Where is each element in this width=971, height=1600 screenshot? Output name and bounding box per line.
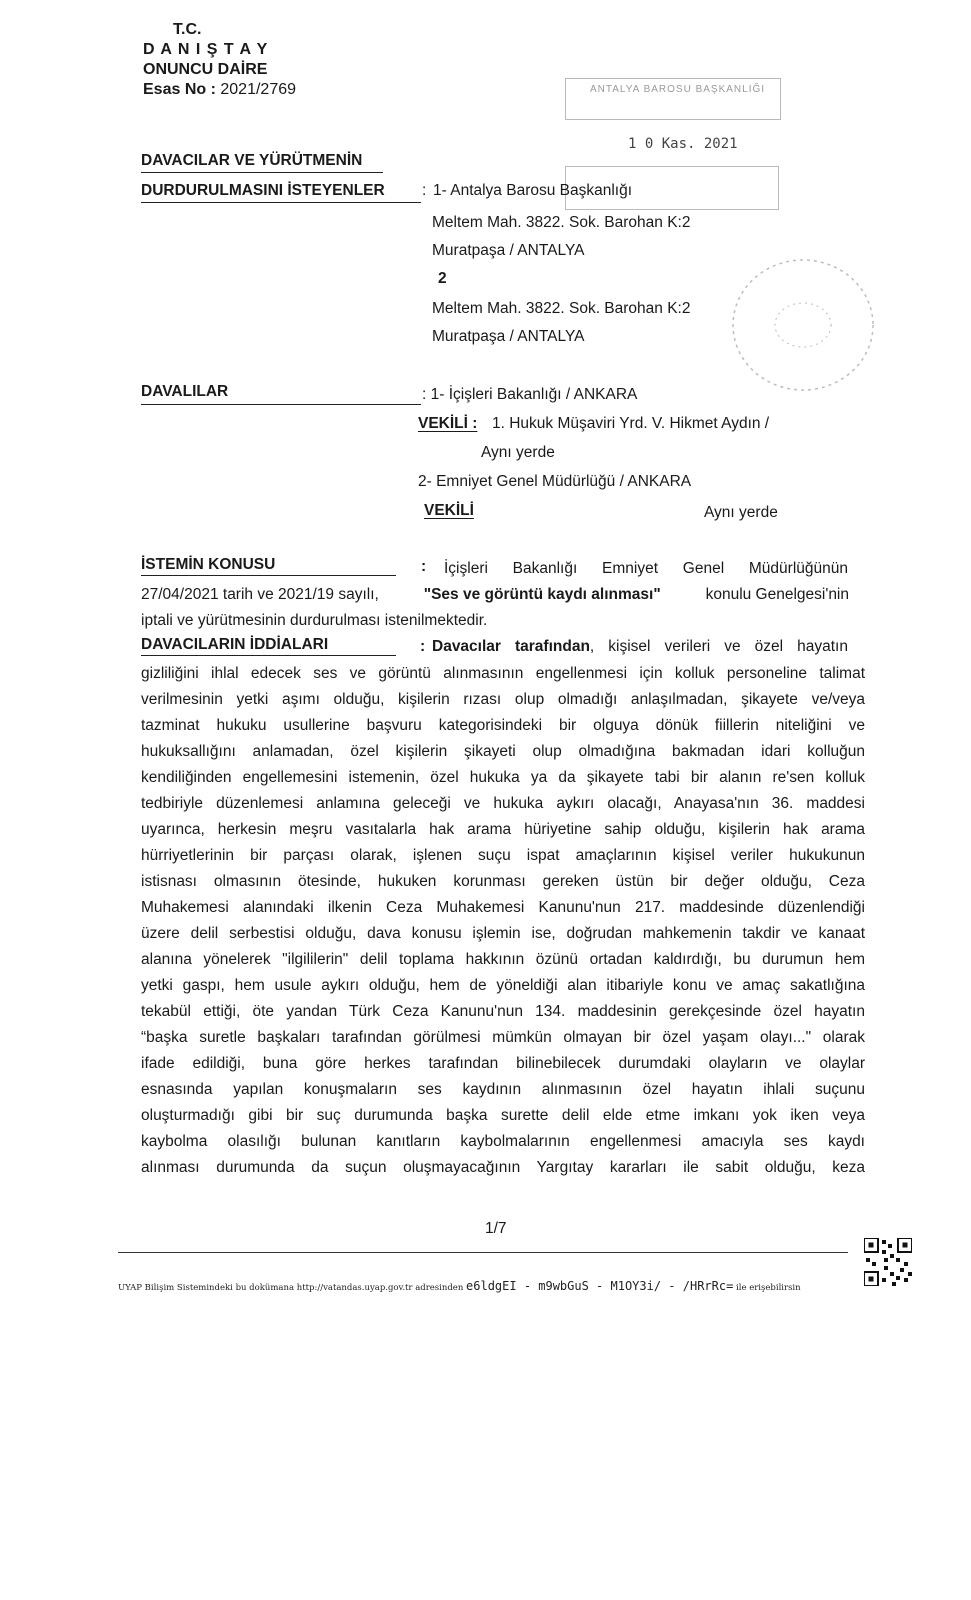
plaintiffs-label-1: DAVACILAR VE YÜRÜTMENİN bbox=[141, 152, 363, 169]
request-colon: : bbox=[421, 558, 427, 575]
divider bbox=[141, 404, 421, 405]
request-line-1: İçişleri Bakanlığı Emniyet Genel Müdürlüğünün bbox=[444, 560, 848, 577]
claims-line: esnasında yapılan konuşmaların ses kaydının alınmasının özel hayatın ihlali suçunu bbox=[141, 1081, 865, 1098]
request-line-2-bold: "Ses ve görüntü kaydı alınması" bbox=[423, 586, 661, 603]
claims-line: hürriyetlerinin bir parçası olarak, işlenen suçu ispat amaçlarının kişisel veriler hukukunun bbox=[141, 847, 865, 864]
claims-label: DAVACILARIN İDDİALARI bbox=[141, 636, 329, 653]
defendants-label: DAVALILAR bbox=[141, 383, 229, 400]
request-line-2 bbox=[141, 586, 849, 604]
footer-text-1: UYAP Bilişim Sistemindeki bu dokümana http://vatandas.uyap.gov.tr adresinden bbox=[118, 1283, 464, 1293]
stamp-org: ANTALYA BAROSU BAŞKANLIĞI bbox=[590, 84, 766, 95]
defendant-1: : 1- İçişleri Bakanlığı / ANKARA bbox=[422, 386, 638, 403]
divider bbox=[141, 172, 383, 173]
divider bbox=[141, 575, 396, 576]
plaintiff-1-address: Meltem Mah. 3822. Sok. Barohan K:2 bbox=[432, 214, 691, 231]
claims-line-1 bbox=[432, 638, 848, 656]
defendant-2: 2- Emniyet Genel Müdürlüğü / ANKARA bbox=[418, 473, 692, 490]
request-label: İSTEMİN KONUSU bbox=[141, 556, 276, 573]
divider bbox=[141, 655, 396, 656]
claims-line: yetki gaspı, hem usule aykırı olduğu, hem de yöneldiği alan itibariyle konu ve amaç sakatlığına bbox=[141, 977, 865, 994]
defendant-2-counsel-place: Aynı yerde bbox=[704, 504, 778, 521]
claims-line: tekabül ettiği, öte yandan Türk Ceza Kanunu'nun 134. maddesinin gerekçesinde özel hayatın bbox=[141, 1003, 865, 1020]
chamber-name: ONUNCU DAİRE bbox=[143, 61, 268, 78]
plaintiff-2-number: 2 bbox=[438, 270, 447, 287]
claims-colon: : bbox=[420, 638, 426, 655]
footer-rule bbox=[118, 1252, 848, 1253]
claims-line: ifade edildiği, buna göre herkes tarafından bilinebilecek durumdaki olayların ve olaylar bbox=[141, 1055, 865, 1072]
defendant-2-counsel-label: VEKİLİ bbox=[424, 502, 474, 519]
claims-line: tazminat hukuku usullerine başvuru kategorisindeki bir olguya dönük fiillerin niteliğini ve bbox=[141, 717, 865, 734]
divider bbox=[141, 202, 421, 203]
plaintiff-1-city: Muratpaşa / ANTALYA bbox=[432, 242, 585, 259]
claims-line: üzere delil serbestisi olduğu, dava konusu işlemin ise, doğrudan mahkemenin takdir ve kanaat bbox=[141, 925, 865, 942]
footer-code: e6ldgEI - m9wbGuS - M1OY3i/ - /HRrRc= bbox=[466, 1279, 734, 1293]
request-line-2-a: 27/04/2021 tarih ve 2021/19 sayılı, bbox=[141, 586, 379, 603]
claims-line: oluşturmadığı gibi bir suç durumunda başka surette delil elde etme imkanı yok iken veya bbox=[141, 1107, 865, 1124]
case-number bbox=[143, 80, 296, 100]
claims-line: istisnası olmasının ötesinde, hukuken korunması gereken üstün bir değer olduğu, Ceza bbox=[141, 873, 865, 890]
claims-first-bold: Davacılar tarafından bbox=[432, 638, 590, 655]
footer bbox=[118, 1279, 801, 1293]
claims-line: kendiliğinden engellemesini istemenin, özel hukuka ya da şikayete tabi bir alanın re'sen kolluk bbox=[141, 769, 865, 786]
stamp-date: 1 0 Kas. 2021 bbox=[628, 136, 738, 152]
claims-line: kaybolma olasılığı bulunan kanıtların kaybolmalarının engellenmesi amacıyla ses kaydı bbox=[141, 1133, 865, 1150]
claims-line: verilmesinin yetki aşımı olduğu, kişilerin rızası olup olmadığı anlaşılmadan, şikayete ve/veya bbox=[141, 691, 865, 708]
claims-line: “başka suretle başkaları tarafından görülmesi mümkün olmayan bir özel yaşam olayı..." olarak bbox=[141, 1029, 865, 1046]
plaintiff-2-city: Muratpaşa / ANTALYA bbox=[432, 328, 585, 345]
claims-line: hukuksallığını anlamadan, özel kişilerin şikayeti olup olmadığına bakmadan idari kolluğun bbox=[141, 743, 865, 760]
claims-line: alanına yönelerek "ilgililerin" delil toplama hakkının özünü ortadan kaldırdığı, bu durumun hem bbox=[141, 951, 865, 968]
claims-line: alınması durumunda da suçun oluşmayacağının Yargıtay kararları ile sabit olduğu, keza bbox=[141, 1159, 865, 1176]
plaintiffs-colon: : bbox=[422, 182, 427, 199]
plaintiff-1-name: 1- Antalya Barosu Başkanlığı bbox=[433, 182, 633, 199]
plaintiffs-label-2: DURDURULMASINI İSTEYENLER bbox=[141, 182, 385, 199]
request-line-2-b: konulu Genelgesi'nin bbox=[705, 586, 849, 603]
defendant-1-counsel-place: Aynı yerde bbox=[481, 444, 555, 461]
qr-code-icon bbox=[864, 1238, 912, 1286]
court-name: D A N I Ş T A Y bbox=[143, 41, 269, 58]
claims-line: uyarınca, herkesin meşru vasıtalarla hak arama hüriyetine sahip olduğu, kişilerin hak arama bbox=[141, 821, 865, 838]
page-number: 1/7 bbox=[485, 1220, 507, 1237]
footer-text-2: ile erişebilirsin bbox=[736, 1283, 801, 1293]
claims-line: tedbiriyle düzenlemesi anlamına geleceği ve hukuka aykırı olacağı, Anayasa'nın 36. maddesi bbox=[141, 795, 865, 812]
request-line-3: iptali ve yürütmesinin durdurulması istenilmektedir. bbox=[141, 612, 488, 629]
case-label: Esas No : bbox=[143, 81, 216, 98]
case-value: 2021/2769 bbox=[220, 81, 297, 98]
claims-line: gizliliğini ihlal edecek ses ve görüntü alınmasının engellenmesi için kolluk personeline talimat bbox=[141, 665, 865, 682]
claims-first-rest: , kişisel verileri ve özel hayatın bbox=[589, 638, 848, 655]
round-seal bbox=[723, 250, 883, 400]
claims-line: Muhakemesi alanındaki ilkenin Ceza Muhakemesi Kanunu'nun 217. maddesinde düzenlendiği bbox=[141, 899, 865, 916]
plaintiff-2-address: Meltem Mah. 3822. Sok. Barohan K:2 bbox=[432, 300, 691, 317]
defendant-1-counsel: 1. Hukuk Müşaviri Yrd. V. Hikmet Aydın / bbox=[492, 415, 770, 432]
country-label: T.C. bbox=[173, 21, 202, 38]
claims-body bbox=[141, 661, 865, 1181]
defendant-1-counsel-label: VEKİLİ : bbox=[418, 415, 478, 432]
